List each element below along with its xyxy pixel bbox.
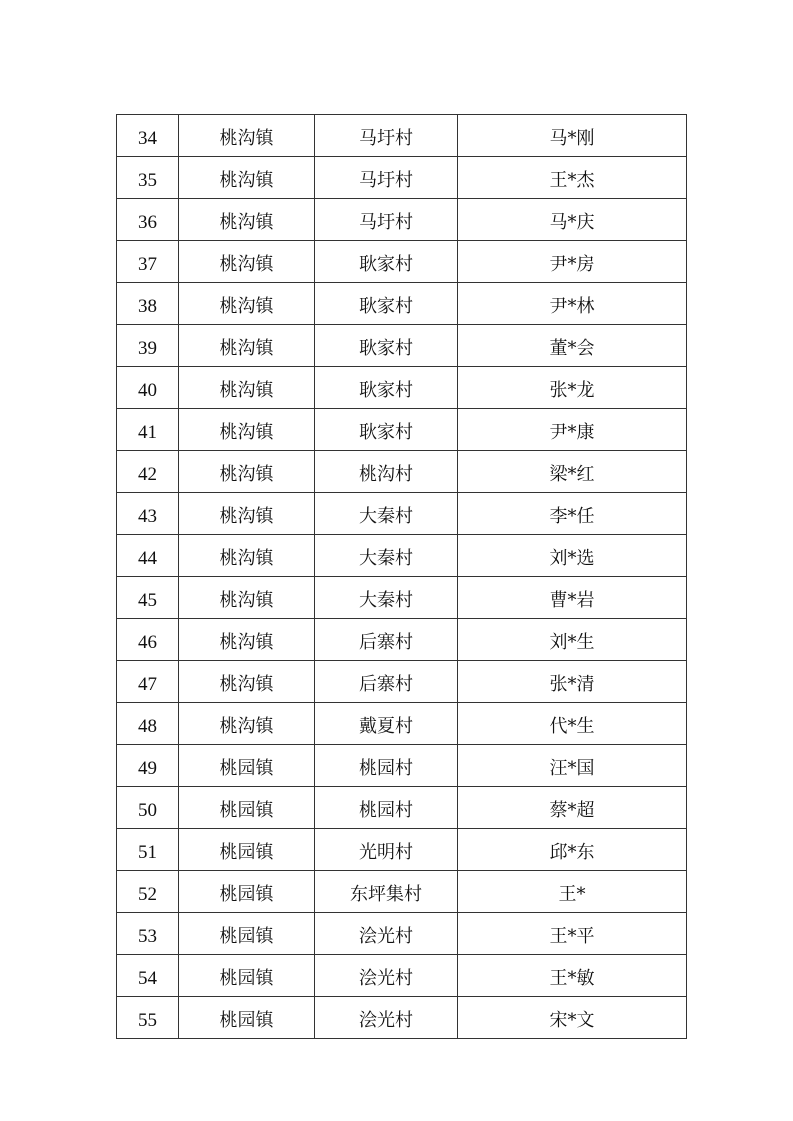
row-number-cell [117,115,179,157]
town-cell [179,409,315,451]
village-text: 马圩村 [359,127,413,149]
row-number-text: 42 [138,464,157,485]
town-cell [179,913,315,955]
name-cell [458,619,687,661]
village-cell [315,787,458,829]
village-text: 大秦村 [359,505,413,527]
row-number-cell [117,325,179,367]
town-text: 桃沟镇 [219,715,274,737]
village-cell [315,451,458,493]
name-text: 马*刚 [549,127,595,149]
village-text: 后寨村 [359,673,413,695]
name-cell [458,493,687,535]
row-number-cell [117,745,179,787]
village-cell [315,409,458,451]
name-text: 邱*东 [549,841,595,863]
table-row [117,577,687,619]
town-cell [179,871,315,913]
table-row [117,871,687,913]
town-text: 桃园镇 [219,1009,274,1031]
town-text: 桃园镇 [219,967,274,989]
row-number-text: 46 [138,632,157,653]
village-cell [315,619,458,661]
village-text: 浍光村 [359,967,413,989]
row-number-cell [117,619,179,661]
town-text: 桃沟镇 [219,127,274,149]
town-cell [179,577,315,619]
roster-table-body [117,115,687,1039]
row-number-cell [117,409,179,451]
row-number-cell [117,913,179,955]
name-text: 蔡*超 [549,799,595,821]
town-text: 桃园镇 [219,799,274,821]
name-cell [458,997,687,1039]
row-number-text: 49 [138,758,157,779]
village-cell [315,913,458,955]
table-row [117,745,687,787]
row-number-text: 53 [138,926,157,947]
row-number-cell [117,283,179,325]
table-row [117,157,687,199]
town-cell [179,619,315,661]
village-text: 耿家村 [359,379,413,401]
town-text: 桃沟镇 [219,547,274,569]
name-cell [458,829,687,871]
name-text: 马*庆 [549,211,595,233]
name-cell [458,745,687,787]
town-cell [179,283,315,325]
town-text: 桃园镇 [219,883,274,905]
village-text: 大秦村 [359,547,413,569]
town-cell [179,493,315,535]
village-cell [315,577,458,619]
row-number-text: 37 [138,254,157,275]
village-cell [315,955,458,997]
village-cell [315,283,458,325]
table-row [117,451,687,493]
village-cell [315,115,458,157]
town-text: 桃沟镇 [219,295,274,317]
name-text: 尹*康 [549,421,595,443]
row-number-text: 50 [138,800,157,821]
table-row [117,241,687,283]
town-text: 桃沟镇 [219,463,274,485]
row-number-cell [117,955,179,997]
name-text: 曹*岩 [549,589,595,611]
name-cell [458,367,687,409]
document-page [116,114,687,1039]
name-cell [458,409,687,451]
town-text: 桃园镇 [219,925,274,947]
row-number-cell [117,535,179,577]
town-text: 桃沟镇 [219,253,274,275]
name-cell [458,451,687,493]
row-number-cell [117,199,179,241]
town-cell [179,787,315,829]
name-text: 张*龙 [549,379,595,401]
row-number-text: 44 [138,548,157,569]
row-number-cell [117,703,179,745]
village-cell [315,157,458,199]
town-text: 桃沟镇 [219,211,274,233]
name-cell [458,703,687,745]
village-text: 耿家村 [359,337,413,359]
table-row [117,619,687,661]
name-text: 王*敏 [549,967,595,989]
village-cell [315,703,458,745]
village-cell [315,535,458,577]
village-cell [315,241,458,283]
name-cell [458,535,687,577]
village-text: 耿家村 [359,295,413,317]
row-number-text: 51 [138,842,157,863]
row-number-text: 39 [138,338,157,359]
town-cell [179,367,315,409]
name-text: 尹*房 [549,253,595,275]
name-cell [458,955,687,997]
village-text: 耿家村 [359,421,413,443]
row-number-cell [117,871,179,913]
table-row [117,493,687,535]
name-text: 刘*选 [549,547,595,569]
village-text: 东坪集村 [350,883,422,905]
village-cell [315,745,458,787]
town-cell [179,703,315,745]
village-cell [315,661,458,703]
name-text: 李*任 [549,505,595,527]
row-number-cell [117,241,179,283]
roster-table [116,114,687,1039]
table-row [117,367,687,409]
town-cell [179,829,315,871]
row-number-text: 45 [138,590,157,611]
name-cell [458,913,687,955]
name-text: 宋*文 [549,1009,595,1031]
table-row [117,955,687,997]
village-text: 桃沟村 [359,463,413,485]
table-row [117,913,687,955]
row-number-cell [117,451,179,493]
name-text: 汪*国 [549,757,595,779]
row-number-text: 35 [138,170,157,191]
village-text: 桃园村 [359,799,413,821]
town-cell [179,451,315,493]
name-cell [458,241,687,283]
table-row [117,409,687,451]
name-text: 代*生 [549,715,595,737]
row-number-text: 48 [138,716,157,737]
row-number-cell [117,787,179,829]
row-number-cell [117,661,179,703]
name-text: 刘*生 [549,631,595,653]
village-cell [315,199,458,241]
town-text: 桃沟镇 [219,589,274,611]
table-row [117,535,687,577]
name-text: 王*平 [549,925,595,947]
town-cell [179,661,315,703]
row-number-cell [117,367,179,409]
town-text: 桃园镇 [219,757,274,779]
table-row [117,115,687,157]
name-cell [458,577,687,619]
row-number-text: 43 [138,506,157,527]
name-cell [458,199,687,241]
village-text: 后寨村 [359,631,413,653]
town-text: 桃沟镇 [219,631,274,653]
name-text: 王*杰 [549,169,595,191]
town-text: 桃沟镇 [219,505,274,527]
row-number-cell [117,997,179,1039]
row-number-text: 38 [138,296,157,317]
town-cell [179,955,315,997]
village-text: 马圩村 [359,169,413,191]
village-cell [315,871,458,913]
village-cell [315,367,458,409]
village-text: 桃园村 [359,757,413,779]
row-number-cell [117,577,179,619]
town-text: 桃沟镇 [219,421,274,443]
town-cell [179,157,315,199]
name-cell [458,325,687,367]
town-text: 桃园镇 [219,841,274,863]
table-row [117,661,687,703]
row-number-cell [117,157,179,199]
row-number-text: 41 [138,422,157,443]
row-number-cell [117,493,179,535]
village-text: 大秦村 [359,589,413,611]
village-cell [315,829,458,871]
village-cell [315,997,458,1039]
name-cell [458,283,687,325]
town-cell [179,241,315,283]
town-cell [179,535,315,577]
table-row [117,283,687,325]
village-text: 浍光村 [359,925,413,947]
name-cell [458,157,687,199]
town-text: 桃沟镇 [219,169,274,191]
town-text: 桃沟镇 [219,673,274,695]
row-number-text: 47 [138,674,157,695]
town-cell [179,115,315,157]
name-cell [458,871,687,913]
table-row [117,703,687,745]
name-text: 张*清 [549,673,595,695]
village-cell [315,493,458,535]
village-text: 耿家村 [359,253,413,275]
row-number-text: 34 [138,128,157,149]
town-text: 桃沟镇 [219,337,274,359]
town-cell [179,997,315,1039]
town-cell [179,199,315,241]
village-text: 光明村 [359,841,413,863]
town-text: 桃沟镇 [219,379,274,401]
town-cell [179,745,315,787]
row-number-text: 54 [138,968,157,989]
table-row [117,325,687,367]
name-cell [458,115,687,157]
name-text: 尹*林 [549,295,595,317]
village-text: 浍光村 [359,1009,413,1031]
table-row [117,997,687,1039]
table-row [117,829,687,871]
village-text: 戴夏村 [359,715,413,737]
row-number-text: 55 [138,1010,157,1031]
name-text: 梁*红 [549,463,595,485]
row-number-text: 52 [138,884,157,905]
table-row [117,199,687,241]
village-text: 马圩村 [359,211,413,233]
row-number-cell [117,829,179,871]
name-text: 董*会 [549,337,595,359]
table-row [117,787,687,829]
row-number-text: 36 [138,212,157,233]
name-text: 王* [558,883,586,905]
town-cell [179,325,315,367]
row-number-text: 40 [138,380,157,401]
name-cell [458,661,687,703]
village-cell [315,325,458,367]
name-cell [458,787,687,829]
